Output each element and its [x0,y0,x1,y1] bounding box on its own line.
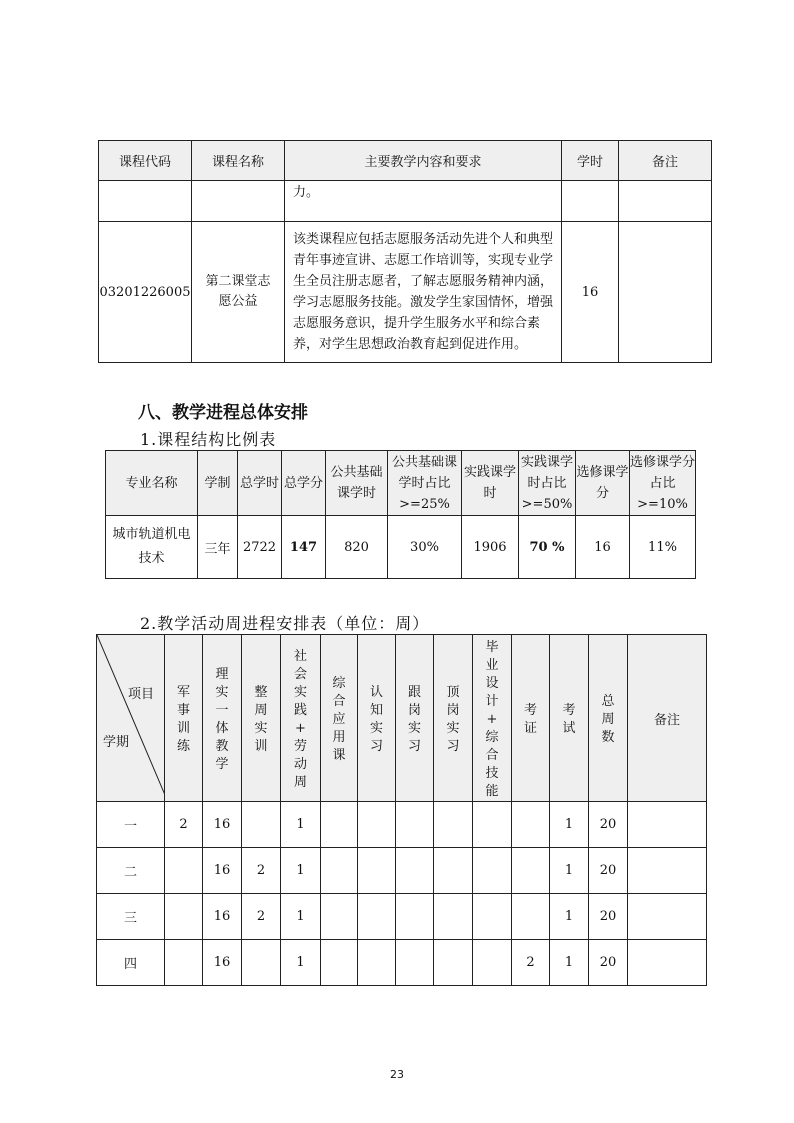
cell [242,802,281,848]
weekly-schedule-table [96,634,707,986]
header-cell: 总 周 数 [589,635,628,802]
header-cell: 顶 岗 实 习 [434,635,473,802]
cell: 16 [203,940,242,986]
cell: 1 [281,802,321,848]
table-row [99,181,712,222]
cell: 2 [165,802,203,848]
subsection-title: 2.教学活动周进程安排表（单位：周） [140,614,430,633]
header-cell: 军 事 训 练 [165,635,203,802]
cell: 20 [589,940,628,986]
cell: 三 [97,894,165,940]
header-cell: 实践课学时占比>=50% [519,451,576,516]
cell [628,894,707,940]
cell [512,894,550,940]
header-cell: 综 合 应 用 课 [321,635,358,802]
header-cell: 整 周 实 训 [242,635,281,802]
course-content: 该类课程应包括志愿服务活动先进个人和典型青年事迹宣讲、志愿工作培训等，实现专业学生全员注册志愿者，了解志愿服务精神内涵，学习志愿服务技能。激发学生家国情怀，增强志愿服务意识，提升学生服务水平和综合素养，对学生思想政治教育起到促进作用。 [285,222,562,363]
table-row [97,940,707,986]
course-name: 第二课堂志愿公益 [192,222,285,363]
header-cell: 学制 [198,451,238,516]
cell [434,802,473,848]
cell: 1 [550,940,589,986]
course-note [619,181,712,222]
cell: 70 % [519,516,576,579]
table-row [97,802,707,848]
corner-top-label: 项目 [127,687,154,702]
cell: 147 [282,516,326,579]
diagonal-line [97,635,165,795]
cell: 四 [97,940,165,986]
cell [628,848,707,894]
cell [321,848,358,894]
structure-table-header [106,451,696,516]
header-cell: 专业名称 [106,451,198,516]
header-cell: 考 试 [550,635,589,802]
cell [628,940,707,986]
cell [473,848,512,894]
header-cell: 总学时 [238,451,282,516]
cell: 1 [550,802,589,848]
cell [434,848,473,894]
cell: 2722 [238,516,282,579]
cell: 1 [550,894,589,940]
cell [358,848,396,894]
schedule-table-header [97,635,707,802]
cell [473,802,512,848]
table-row [97,848,707,894]
header-cell: 备注 [619,141,712,181]
course-hours [562,181,619,222]
cell: 20 [589,848,628,894]
cell [512,802,550,848]
header-cell: 主要教学内容和要求 [285,141,562,181]
cell [321,940,358,986]
cell: 1 [550,848,589,894]
header-cell: 考 证 [512,635,550,802]
cell [358,802,396,848]
cell [396,848,434,894]
cell: 11% [630,516,696,579]
header-cell: 课程代码 [99,141,192,181]
header-cell: 认 知 实 习 [358,635,396,802]
header-cell: 课程名称 [192,141,285,181]
cell: 1 [281,848,321,894]
cell: 820 [326,516,388,579]
cell: 16 [203,802,242,848]
cell [396,894,434,940]
cell: 30% [388,516,462,579]
cell: 1 [281,940,321,986]
course-hours: 16 [562,222,619,363]
cell [358,940,396,986]
cell: 20 [589,894,628,940]
cell [434,894,473,940]
course-table [98,140,712,363]
course-structure-table [105,450,696,579]
cell: 三年 [198,516,238,579]
cell [242,940,281,986]
header-cell: 选修课学分 [576,451,630,516]
cell: 二 [97,848,165,894]
section-title: 八、教学进程总体安排 [138,403,308,423]
cell: 2 [242,894,281,940]
cell [396,802,434,848]
cell [473,940,512,986]
header-cell: 学时 [562,141,619,181]
header-cell: 社 会 实 践 + 劳 动 周 [281,635,321,802]
cell [358,894,396,940]
cell: 20 [589,802,628,848]
cell: 16 [203,848,242,894]
header-cell: 理 实 一 体 教 学 [203,635,242,802]
corner-header [97,635,165,802]
cell: 1 [281,894,321,940]
cell: 一 [97,802,165,848]
header-cell: 公共基础课学时 [326,451,388,516]
cell [473,894,512,940]
cell: 2 [512,940,550,986]
cell: 16 [576,516,630,579]
header-cell: 毕 业 设 计 + 综 合 技 能 [473,635,512,802]
course-code: 03201226005 [99,222,192,363]
course-code [99,181,192,222]
cell: 1906 [462,516,519,579]
major-name: 城市轨道机电技术 [106,516,198,579]
course-note [619,222,712,363]
header-cell: 公共基础课学时占比>=25% [388,451,462,516]
course-name [192,181,285,222]
header-cell: 跟 岗 实 习 [396,635,434,802]
cell: 16 [203,894,242,940]
course-table-header [99,141,712,181]
cell [628,802,707,848]
table-row [106,516,696,579]
subsection-title: 1.课程结构比例表 [140,430,277,449]
course-content: 力。 [285,181,562,222]
cell [512,848,550,894]
header-cell: 选修课学分占比>=10% [630,451,696,516]
corner-bottom-label: 学期 [103,735,130,750]
header-cell: 备注 [628,635,707,802]
cell [321,802,358,848]
cell [396,940,434,986]
cell [321,894,358,940]
cell [434,940,473,986]
page-number: 23 [390,1068,404,1081]
cell: 2 [242,848,281,894]
cell [165,848,203,894]
header-cell: 总学分 [282,451,326,516]
table-row [99,222,712,363]
cell [165,940,203,986]
cell [165,894,203,940]
table-row [97,894,707,940]
header-cell: 实践课学时 [462,451,519,516]
